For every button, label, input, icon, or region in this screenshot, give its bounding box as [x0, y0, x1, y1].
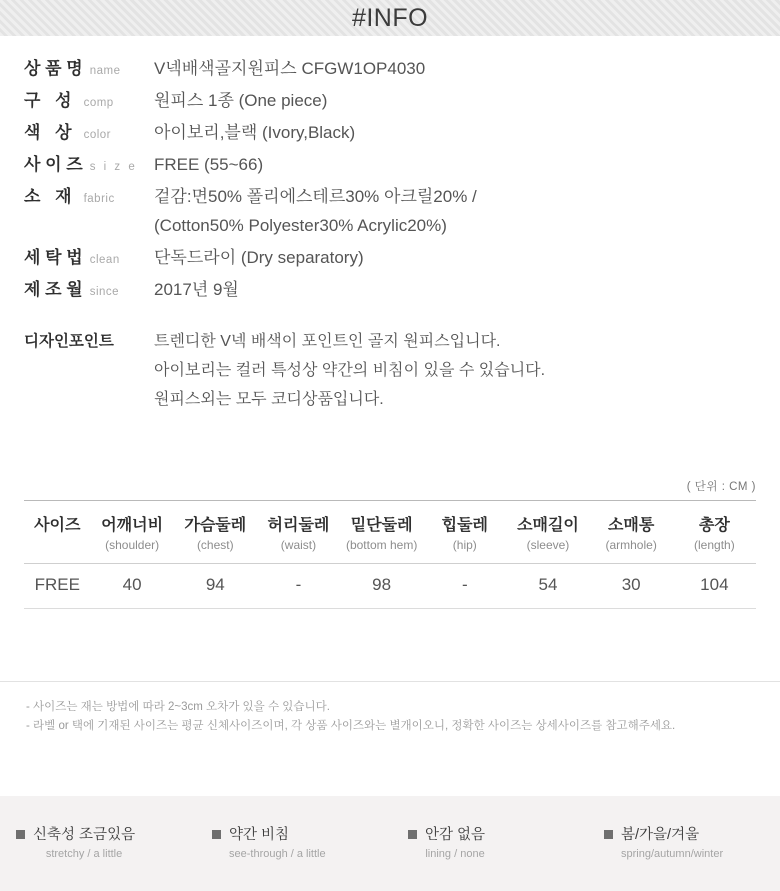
cell-bottom-hem: 98	[340, 564, 423, 609]
info-label	[24, 86, 154, 111]
cell-length: 104	[673, 564, 756, 609]
info-row-comp	[24, 86, 756, 115]
attribute-label-en: lining / none	[425, 847, 485, 860]
cell-armhole: 30	[590, 564, 673, 609]
design-point-line: 트렌디한 V넥 배색이 포인트인 골지 원피스입니다.	[154, 333, 501, 350]
header-ko: 사이즈	[34, 517, 81, 534]
info-label-ko: 소 재	[24, 187, 77, 206]
info-value-fabric	[154, 182, 477, 240]
header-en: (chest)	[196, 538, 234, 552]
footnotes	[0, 681, 780, 736]
size-table-header-cell	[506, 501, 589, 564]
attribute-texts	[621, 825, 723, 863]
attribute-stretchy	[16, 825, 176, 863]
design-point-line: 아이보리는 컬러 특성상 약간의 비침이 있을 수 있습니다.	[154, 362, 546, 379]
header-ko: 소매길이	[517, 517, 579, 534]
header-band	[0, 0, 780, 36]
header-en: (hip)	[452, 538, 477, 552]
size-table	[24, 500, 756, 609]
page-title: #INFO	[351, 4, 429, 32]
size-table-header-cell	[590, 501, 673, 564]
info-label-ko: 색 상	[24, 123, 77, 142]
attribute-season	[604, 825, 764, 863]
size-table-header-cell	[174, 501, 257, 564]
info-label-en: color	[83, 129, 112, 141]
header-ko: 가슴둘레	[184, 517, 247, 534]
cell-sleeve: 54	[506, 564, 589, 609]
product-info-list	[0, 36, 780, 304]
bullet-square-icon	[408, 830, 417, 839]
footnote-line: - 사이즈는 재는 방법에 따라 2~3cm 오차가 있을 수 있습니다.	[26, 701, 330, 713]
info-label	[24, 275, 154, 300]
attribute-label-ko: 약간 비침	[229, 826, 290, 843]
header-en: (length)	[694, 538, 735, 552]
design-point-label: 디자인포인트	[24, 333, 114, 350]
header-ko: 힙둘레	[441, 517, 488, 534]
size-table-header-cell	[257, 501, 340, 564]
design-point-text	[154, 327, 545, 414]
cell-shoulder: 40	[91, 564, 174, 609]
size-table-section	[0, 478, 780, 609]
size-table-header-cell	[423, 501, 506, 564]
info-row-name	[24, 54, 756, 83]
info-value-clean: 단독드라이 (Dry separatory)	[154, 248, 364, 267]
header-en: (bottom hem)	[345, 538, 418, 552]
header-ko: 허리둘레	[267, 517, 330, 534]
info-row-color	[24, 118, 756, 147]
footnote-line: - 라벨 or 택에 기재된 사이즈는 평균 신체사이즈이며, 각 상품 사이즈와는 별개이오니, 정확한 사이즈는 상세사이즈를 참고해주세요.	[26, 720, 676, 732]
cell-waist: -	[257, 564, 340, 609]
design-point-block	[0, 307, 780, 414]
info-label-ko: 사 이 즈	[24, 155, 83, 174]
info-label	[24, 54, 154, 79]
cell-chest: 94	[174, 564, 257, 609]
attribute-texts	[229, 825, 326, 863]
info-row-fabric	[24, 182, 756, 240]
info-label-ko: 구 성	[24, 91, 77, 110]
bullet-square-icon	[16, 830, 25, 839]
info-row-clean	[24, 243, 756, 272]
info-value-comp: 원피스 1종 (One piece)	[154, 91, 328, 110]
attribute-texts	[425, 825, 485, 863]
cell-size: FREE	[24, 564, 91, 609]
info-row-since	[24, 275, 756, 304]
header-ko: 어깨너비	[101, 517, 164, 534]
size-table-header-cell	[340, 501, 423, 564]
attribute-label-ko: 안감 없음	[425, 826, 486, 843]
info-label	[24, 118, 154, 143]
cell-hip: -	[423, 564, 506, 609]
header-en: (waist)	[280, 538, 317, 552]
header-ko: 밑단둘레	[350, 517, 413, 534]
info-label-en: since	[89, 286, 120, 298]
size-table-header-cell	[24, 501, 91, 564]
info-row-size	[24, 150, 756, 179]
attribute-label-en: stretchy / a little	[45, 847, 123, 860]
attribute-label-ko: 봄/가을/겨울	[621, 826, 700, 843]
header-en: (shoulder)	[105, 538, 160, 552]
info-label-en: fabric	[83, 193, 115, 205]
header-ko: 총장	[698, 517, 730, 534]
info-value-color: 아이보리,블랙 (Ivory,Black)	[154, 123, 356, 142]
size-table-header-cell	[673, 501, 756, 564]
info-label	[24, 243, 154, 268]
size-table-header-cell	[91, 501, 174, 564]
info-label	[24, 182, 154, 207]
info-label-ko: 세 탁 법	[24, 248, 83, 267]
attribute-label-en: see-through / a little	[229, 847, 326, 860]
info-value-fabric-line2: (Cotton50% Polyester30% Acrylic20%)	[154, 216, 447, 235]
header-en: (armhole)	[605, 538, 657, 552]
info-value-size: FREE (55~66)	[154, 155, 264, 174]
table-row	[24, 564, 756, 609]
size-unit-note: ( 단위 : CM )	[686, 481, 756, 493]
attribute-bar	[0, 796, 780, 891]
attribute-lining	[408, 825, 568, 863]
attribute-texts	[33, 825, 135, 863]
info-label-en: comp	[83, 97, 114, 109]
info-label-en: name	[89, 65, 121, 77]
info-label-en: clean	[89, 254, 120, 266]
size-table-header-row	[24, 501, 756, 564]
info-value-since: 2017년 9월	[154, 280, 239, 299]
attribute-label-en: spring/autumn/winter	[621, 847, 724, 860]
attribute-see-through	[212, 825, 372, 863]
attribute-label-ko: 신축성 조금있음	[33, 826, 136, 843]
info-label-ko: 상 품 명	[24, 59, 83, 78]
info-label	[24, 150, 154, 175]
header-ko: 소매통	[607, 517, 655, 534]
info-label-ko: 제 조 월	[24, 280, 83, 299]
design-point-line: 원피스외는 모두 코디상품입니다.	[154, 391, 384, 408]
header-en: (sleeve)	[526, 538, 570, 552]
info-value-fabric-line1: 겉감:면50% 폴리에스테르30% 아크릴20% /	[154, 187, 477, 206]
bullet-square-icon	[604, 830, 613, 839]
bullet-square-icon	[212, 830, 221, 839]
info-value-name: V넥배색골지원피스 CFGW1OP4030	[154, 59, 426, 78]
info-label-en: s i z e	[89, 161, 138, 173]
